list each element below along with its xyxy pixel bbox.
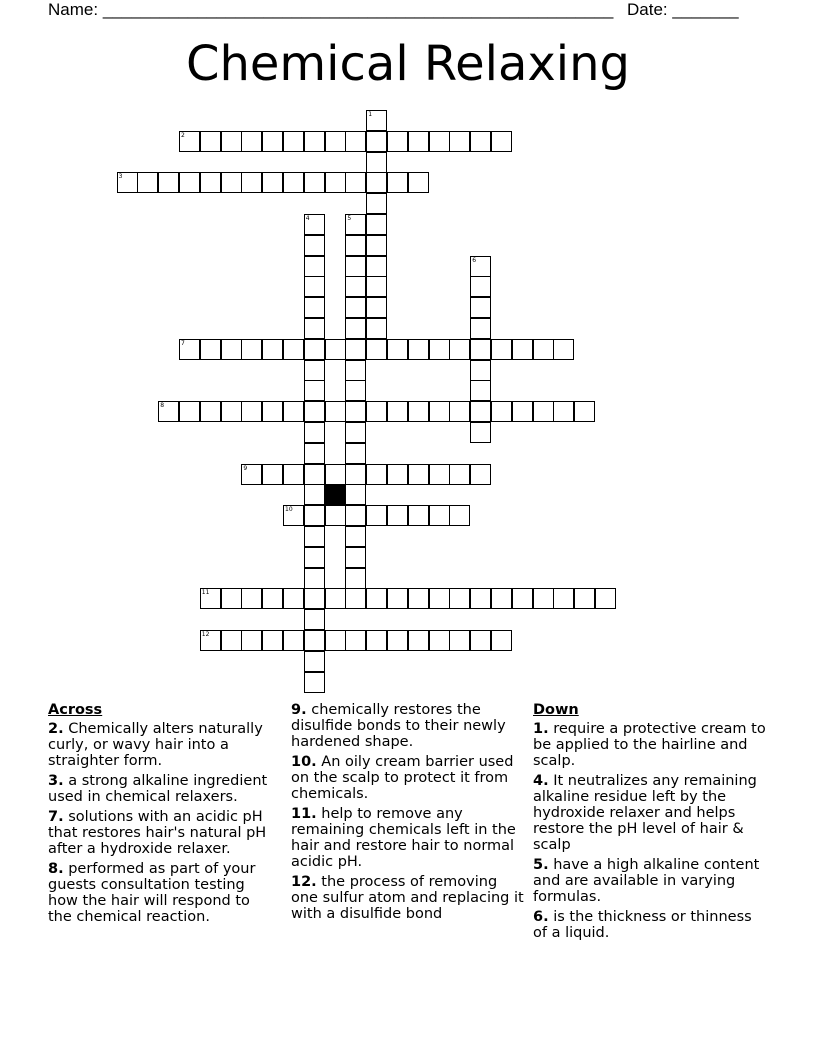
grid-cell[interactable] <box>304 422 325 443</box>
grid-cell[interactable] <box>470 318 491 339</box>
grid-cell[interactable] <box>304 505 325 526</box>
grid-cell[interactable] <box>345 464 366 485</box>
clue-across-9: 9. chemically restores the disulfide bonds to their newly hardened shape. <box>291 702 506 750</box>
grid-cell[interactable] <box>158 172 179 193</box>
date-line: _______ <box>672 0 739 19</box>
grid-cell[interactable] <box>304 256 325 277</box>
grid-cell[interactable] <box>345 235 366 256</box>
grid-cell[interactable] <box>262 172 283 193</box>
grid-cell[interactable] <box>366 339 387 360</box>
grid-cell[interactable] <box>512 401 533 422</box>
grid-cell[interactable] <box>387 630 408 651</box>
grid-cell[interactable] <box>387 401 408 422</box>
grid-cell[interactable] <box>304 339 325 360</box>
grid-cell[interactable] <box>366 505 387 526</box>
grid-cell[interactable] <box>304 609 325 630</box>
grid-cell[interactable] <box>491 588 512 609</box>
grid-cell[interactable] <box>366 401 387 422</box>
grid-cell[interactable] <box>221 401 242 422</box>
grid-cell[interactable] <box>345 339 366 360</box>
grid-cell[interactable] <box>429 588 450 609</box>
grid-cell[interactable] <box>345 401 366 422</box>
grid-cell[interactable] <box>304 547 325 568</box>
grid-cell[interactable] <box>304 401 325 422</box>
grid-cell[interactable] <box>366 235 387 256</box>
grid-cell[interactable] <box>345 276 366 297</box>
grid-cell[interactable] <box>345 172 366 193</box>
grid-cell[interactable] <box>366 256 387 277</box>
clue-column-3 <box>533 702 769 945</box>
grid-cell[interactable] <box>345 297 366 318</box>
grid-cell[interactable] <box>325 630 346 651</box>
grid-cell[interactable] <box>366 318 387 339</box>
grid-cell[interactable] <box>200 588 221 609</box>
grid-cell[interactable] <box>325 588 346 609</box>
grid-cell[interactable] <box>200 172 221 193</box>
grid-cell[interactable] <box>429 339 450 360</box>
grid-cell[interactable] <box>262 401 283 422</box>
grid-cell[interactable] <box>449 505 470 526</box>
grid-cell[interactable] <box>345 630 366 651</box>
clue-across-7: 7. solutions with an acidic pH that restores hair's natural pH after a hydroxide relaxer. <box>48 809 267 857</box>
grid-cell[interactable] <box>366 131 387 152</box>
grid-cell[interactable] <box>283 172 304 193</box>
grid-cell[interactable] <box>491 131 512 152</box>
clue-column-2 <box>291 702 527 926</box>
grid-cell[interactable] <box>241 401 262 422</box>
grid-cell[interactable] <box>366 152 387 173</box>
grid-cell[interactable] <box>491 339 512 360</box>
grid-cell[interactable] <box>491 630 512 651</box>
grid-cell[interactable] <box>262 464 283 485</box>
grid-cell[interactable] <box>179 172 200 193</box>
grid-cell[interactable] <box>304 568 325 589</box>
grid-cell[interactable] <box>366 172 387 193</box>
grid-cell[interactable] <box>345 131 366 152</box>
grid-cell[interactable] <box>470 422 491 443</box>
grid-cell[interactable] <box>429 401 450 422</box>
grid-cell[interactable] <box>200 401 221 422</box>
grid-cell[interactable] <box>345 380 366 401</box>
grid-cell[interactable] <box>304 360 325 381</box>
grid-cell[interactable] <box>304 214 325 235</box>
grid-cell[interactable] <box>429 505 450 526</box>
clue-across-10: 10. An oily cream barrier used on the scalp to protect it from chemicals. <box>291 754 514 802</box>
grid-cell[interactable] <box>345 443 366 464</box>
clue-down-4: 4. It neutralizes any remaining alkaline residue left by the hydroxide relaxer and helps restore the pH level of hair & scalp <box>533 773 757 853</box>
clue-number: 12 <box>201 631 210 638</box>
clue-number: 9 <box>243 464 248 472</box>
grid-cell[interactable] <box>449 588 470 609</box>
grid-cell[interactable] <box>325 131 346 152</box>
grid-cell[interactable] <box>449 339 470 360</box>
grid-cell[interactable] <box>241 339 262 360</box>
grid-cell[interactable] <box>179 339 200 360</box>
grid-cell[interactable] <box>366 214 387 235</box>
grid-cell[interactable] <box>408 131 429 152</box>
grid-cell[interactable] <box>283 630 304 651</box>
grid-cell[interactable] <box>325 172 346 193</box>
grid-cell[interactable] <box>283 464 304 485</box>
grid-cell[interactable] <box>221 131 242 152</box>
grid-cell[interactable] <box>325 464 346 485</box>
grid-cell[interactable] <box>408 630 429 651</box>
grid-cell[interactable] <box>200 339 221 360</box>
grid-cell[interactable] <box>429 131 450 152</box>
grid-cell[interactable] <box>533 588 554 609</box>
grid-cell[interactable] <box>470 380 491 401</box>
grid-cell[interactable] <box>470 339 491 360</box>
grid-cell[interactable] <box>304 297 325 318</box>
clue-down-6: 6. is the thickness or thinness of a liquid. <box>533 909 752 941</box>
grid-cell[interactable] <box>304 443 325 464</box>
clue-down-1: 1. require a protective cream to be applied to the hairline and scalp. <box>533 721 766 769</box>
grid-cell[interactable] <box>387 588 408 609</box>
grid-cell[interactable] <box>200 131 221 152</box>
clue-number: 8 <box>160 402 165 410</box>
clue-across-2: 2. Chemically alters naturally curly, or wavy hair into a straighter form. <box>48 721 263 769</box>
grid-cell[interactable] <box>408 172 429 193</box>
name-label: Name: <box>48 0 99 19</box>
grid-cell[interactable] <box>241 172 262 193</box>
grid-cell[interactable] <box>366 276 387 297</box>
grid-cell[interactable] <box>470 297 491 318</box>
grid-cell[interactable] <box>429 630 450 651</box>
grid-cell[interactable] <box>449 464 470 485</box>
grid-cell[interactable] <box>345 214 366 235</box>
grid-cell[interactable] <box>470 401 491 422</box>
grid-cell[interactable] <box>221 172 242 193</box>
grid-cell[interactable] <box>158 401 179 422</box>
grid-cell[interactable] <box>408 339 429 360</box>
grid-cell[interactable] <box>283 588 304 609</box>
grid-cell[interactable] <box>262 588 283 609</box>
grid-cell[interactable] <box>200 630 221 651</box>
clue-number: 3 <box>118 173 123 181</box>
grid-cell[interactable] <box>345 505 366 526</box>
grid-cell[interactable] <box>595 588 616 609</box>
clue-down-5: 5. have a high alkaline content and are available in varying formulas. <box>533 857 760 905</box>
clue-across-11: 11. help to remove any remaining chemicals left in the hair and restore hair to normal acidic pH. <box>291 806 516 870</box>
grid-cell[interactable] <box>304 235 325 256</box>
grid-cell[interactable] <box>283 505 304 526</box>
grid-cell[interactable] <box>470 131 491 152</box>
grid-cell[interactable] <box>449 630 470 651</box>
grid-cell[interactable] <box>345 256 366 277</box>
grid-cell[interactable] <box>283 401 304 422</box>
grid-cell[interactable] <box>262 339 283 360</box>
down-heading: Down <box>533 702 579 718</box>
clue-number: 5 <box>347 215 352 222</box>
grid-cell[interactable] <box>283 339 304 360</box>
grid-cell[interactable] <box>241 630 262 651</box>
clue-number: 10 <box>285 506 293 514</box>
grid-cell[interactable] <box>533 339 554 360</box>
grid-cell[interactable] <box>512 588 533 609</box>
grid-cell[interactable] <box>262 630 283 651</box>
grid-cell[interactable] <box>304 276 325 297</box>
grid-cell[interactable] <box>387 505 408 526</box>
grid-cell[interactable] <box>470 276 491 297</box>
grid-cell[interactable] <box>221 630 242 651</box>
grid-cell[interactable] <box>553 588 574 609</box>
grid-cell[interactable] <box>304 318 325 339</box>
clue-number: 7 <box>181 339 185 347</box>
grid-cell[interactable] <box>179 131 200 152</box>
grid-cell[interactable] <box>387 464 408 485</box>
grid-cell[interactable] <box>366 297 387 318</box>
grid-cell[interactable] <box>345 422 366 443</box>
grid-cell[interactable] <box>387 339 408 360</box>
grid-cell[interactable] <box>304 464 325 485</box>
grid-cell[interactable] <box>304 131 325 152</box>
grid-cell[interactable] <box>221 339 242 360</box>
grid-cell[interactable] <box>179 401 200 422</box>
grid-cell[interactable] <box>325 401 346 422</box>
grid-cell[interactable] <box>512 339 533 360</box>
grid-cell[interactable] <box>345 568 366 589</box>
grid-cell[interactable] <box>283 131 304 152</box>
grid-cell[interactable] <box>345 484 366 505</box>
grid-cell[interactable] <box>491 401 512 422</box>
grid-cell[interactable] <box>304 380 325 401</box>
grid-cell[interactable] <box>221 588 242 609</box>
grid-cell[interactable] <box>470 464 491 485</box>
page-title: Chemical Relaxing <box>185 36 631 92</box>
grid-cell[interactable] <box>304 651 325 672</box>
grid-cell[interactable] <box>304 588 325 609</box>
grid-cell[interactable] <box>345 318 366 339</box>
grid-cell[interactable] <box>429 464 450 485</box>
grid-cell-black <box>325 484 346 505</box>
clue-number: 4 <box>305 215 310 222</box>
clue-across-12: 12. the process of removing one sulfur atom and replacing it with a disulfide bond <box>291 874 524 922</box>
grid-cell[interactable] <box>304 172 325 193</box>
grid-cell[interactable] <box>408 401 429 422</box>
grid-cell[interactable] <box>137 172 158 193</box>
grid-cell[interactable] <box>470 360 491 381</box>
grid-cell[interactable] <box>117 172 138 193</box>
clue-number: 11 <box>201 589 210 597</box>
grid-cell[interactable] <box>574 401 595 422</box>
grid-cell[interactable] <box>366 193 387 214</box>
clue-across-3: 3. a strong alkaline ingredient used in chemical relaxers. <box>48 773 268 805</box>
grid-cell[interactable] <box>449 131 470 152</box>
grid-cell[interactable] <box>304 526 325 547</box>
grid-cell[interactable] <box>241 464 262 485</box>
grid-cell[interactable] <box>408 464 429 485</box>
grid-cell[interactable] <box>366 588 387 609</box>
grid-cell[interactable] <box>304 630 325 651</box>
grid-cell[interactable] <box>387 131 408 152</box>
clue-number: 1 <box>368 111 373 118</box>
grid-cell[interactable] <box>408 505 429 526</box>
name-line: ______________________________________________________ <box>102 0 614 19</box>
clue-number: 6 <box>472 256 477 264</box>
clue-number: 2 <box>181 131 185 139</box>
grid-cell[interactable] <box>304 672 325 693</box>
grid-cell[interactable] <box>553 401 574 422</box>
grid-cell[interactable] <box>241 131 262 152</box>
grid-cell[interactable] <box>345 547 366 568</box>
grid-cell[interactable] <box>470 630 491 651</box>
grid-cell[interactable] <box>366 464 387 485</box>
grid-cell[interactable] <box>470 256 491 277</box>
clue-column-1 <box>48 702 278 929</box>
grid-cell[interactable] <box>387 172 408 193</box>
grid-cell[interactable] <box>345 526 366 547</box>
grid-cell[interactable] <box>345 360 366 381</box>
grid-cell[interactable] <box>345 588 366 609</box>
grid-cell[interactable] <box>325 505 346 526</box>
grid-cell[interactable] <box>366 630 387 651</box>
grid-cell[interactable] <box>533 401 554 422</box>
grid-cell[interactable] <box>553 339 574 360</box>
grid-cell[interactable] <box>574 588 595 609</box>
grid-cell[interactable] <box>408 588 429 609</box>
grid-cell[interactable] <box>241 588 262 609</box>
grid-cell[interactable] <box>470 588 491 609</box>
grid-cell[interactable] <box>366 110 387 131</box>
date-label: Date: <box>627 0 668 19</box>
grid-cell[interactable] <box>449 401 470 422</box>
grid-cell[interactable] <box>262 131 283 152</box>
grid-cell[interactable] <box>304 484 325 505</box>
grid-cell[interactable] <box>325 339 346 360</box>
clue-across-8: 8. performed as part of your guests consultation testing how the hair will respond to the chemical reaction. <box>48 861 256 925</box>
across-heading: Across <box>48 702 103 718</box>
